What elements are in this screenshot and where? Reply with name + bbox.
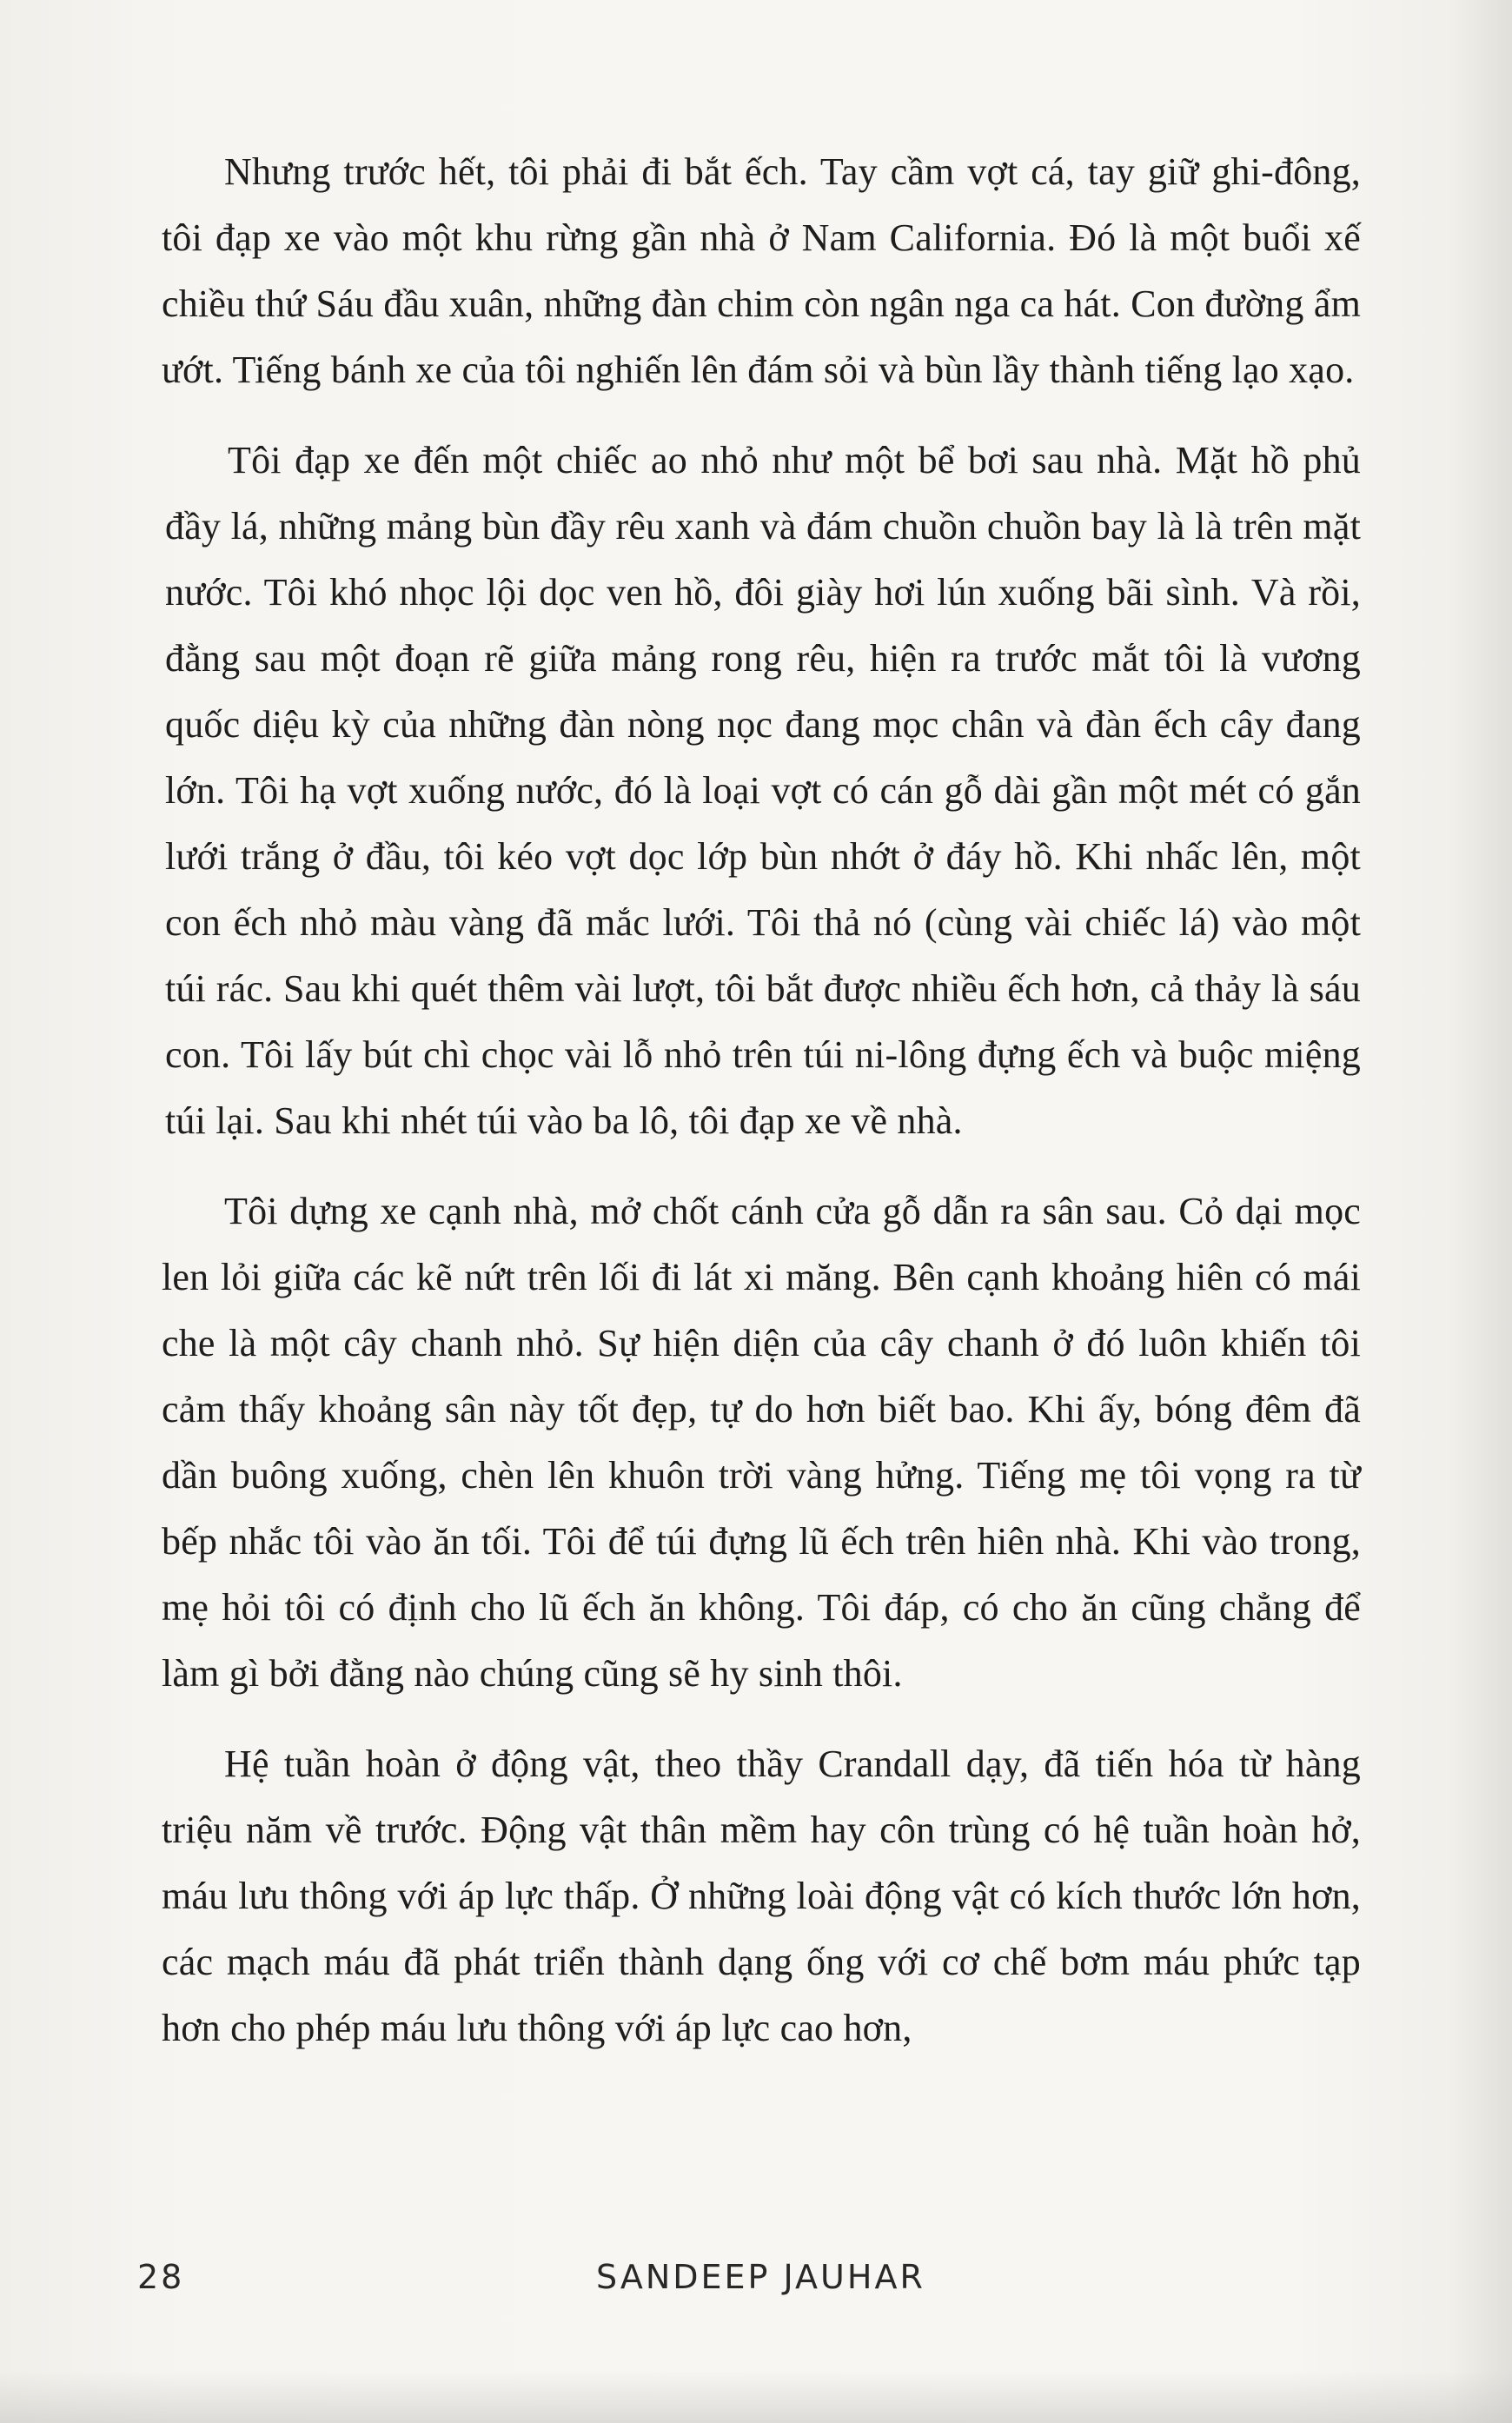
page-edge-shadow <box>1451 0 1512 2423</box>
page-number: 28 <box>137 2258 185 2296</box>
paragraph-1: Nhưng trước hết, tôi phải đi bắt ếch. Tay cầm vợt cá, tay giữ ghi-đông, tôi đạp xe vào một khu rừng gần nhà ở Nam California. Đó là một buổi xế chiều thứ Sáu đầu xuân, những đàn chim còn ngân nga ca hát. Con đường ẩm ướt. Tiếng bánh xe của tôi nghiến lên đám sỏi và bùn lầy thành tiếng lạo xạo. <box>162 150 1361 391</box>
paragraph-4: Hệ tuần hoàn ở động vật, theo thầy Crandall dạy, đã tiến hóa từ hàng triệu năm về trước. Động vật thân mềm hay côn trùng có hệ tuần hoàn hở, máu lưu thông với áp lực thấp. Ở những loài động vật có kích thước lớn hơn, các mạch máu đã phát triển thành dạng ống với cơ chế bơm máu phức tạp hơn cho phép máu lưu thông với áp lực cao hơn, <box>162 1743 1361 2049</box>
paragraph-3: Tôi dựng xe cạnh nhà, mở chốt cánh cửa gỗ dẫn ra sân sau. Cỏ dại mọc len lỏi giữa các kẽ nứt trên lối đi lát xi măng. Bên cạnh khoảng hiên có mái che là một cây chanh nhỏ. Sự hiện diện của cây chanh ở đó luôn khiến tôi cảm thấy khoảng sân này tốt đẹp, tự do hơn biết bao. Khi ấy, bóng đêm đã dần buông xuống, chèn lên khuôn trời vàng hửng. Tiếng mẹ tôi vọng ra từ bếp nhắc tôi vào ăn tối. Tôi để túi đựng lũ ếch trên hiên nhà. Khi vào trong, mẹ hỏi tôi có định cho lũ ếch ăn không. Tôi đáp, có cho ăn cũng chẳng để làm gì bởi đằng nào chúng cũng sẽ hy sinh thôi. <box>162 1190 1361 1695</box>
running-author: SANDEEP JAUHAR <box>596 2258 925 2296</box>
body-text <box>162 139 1361 2086</box>
page-bottom-shadow <box>0 2371 1512 2423</box>
page-footer <box>0 2258 1512 2310</box>
paragraph-2: Tôi đạp xe đến một chiếc ao nhỏ như một bể bơi sau nhà. Mặt hồ phủ đầy lá, những mảng bùn đầy rêu xanh và đám chuồn chuồn bay là là trên mặt nước. Tôi khó nhọc lội dọc ven hồ, đôi giày hơi lún xuống bãi sình. Và rồi, đằng sau một đoạn rẽ giữa mảng rong rêu, hiện ra trước mắt tôi là vương quốc diệu kỳ của những đàn nòng nọc đang mọc chân và đàn ếch cây đang lớn. Tôi hạ vợt xuống nước, đó là loại vợt có cán gỗ dài gần một mét có gắn lưới trắng ở đầu, tôi kéo vợt dọc lớp bùn nhớt ở đáy hồ. Khi nhấc lên, một con ếch nhỏ màu vàng đã mắc lưới. Tôi thả nó (cùng vài chiếc lá) vào một túi rác. Sau khi quét thêm vài lượt, tôi bắt được nhiều ếch hơn, cả thảy là sáu con. Tôi lấy bút chì chọc vài lỗ nhỏ trên túi ni-lông đựng ếch và buộc miệng túi lại. Sau khi nhét túi vào ba lô, tôi đạp xe về nhà. <box>165 439 1361 1142</box>
